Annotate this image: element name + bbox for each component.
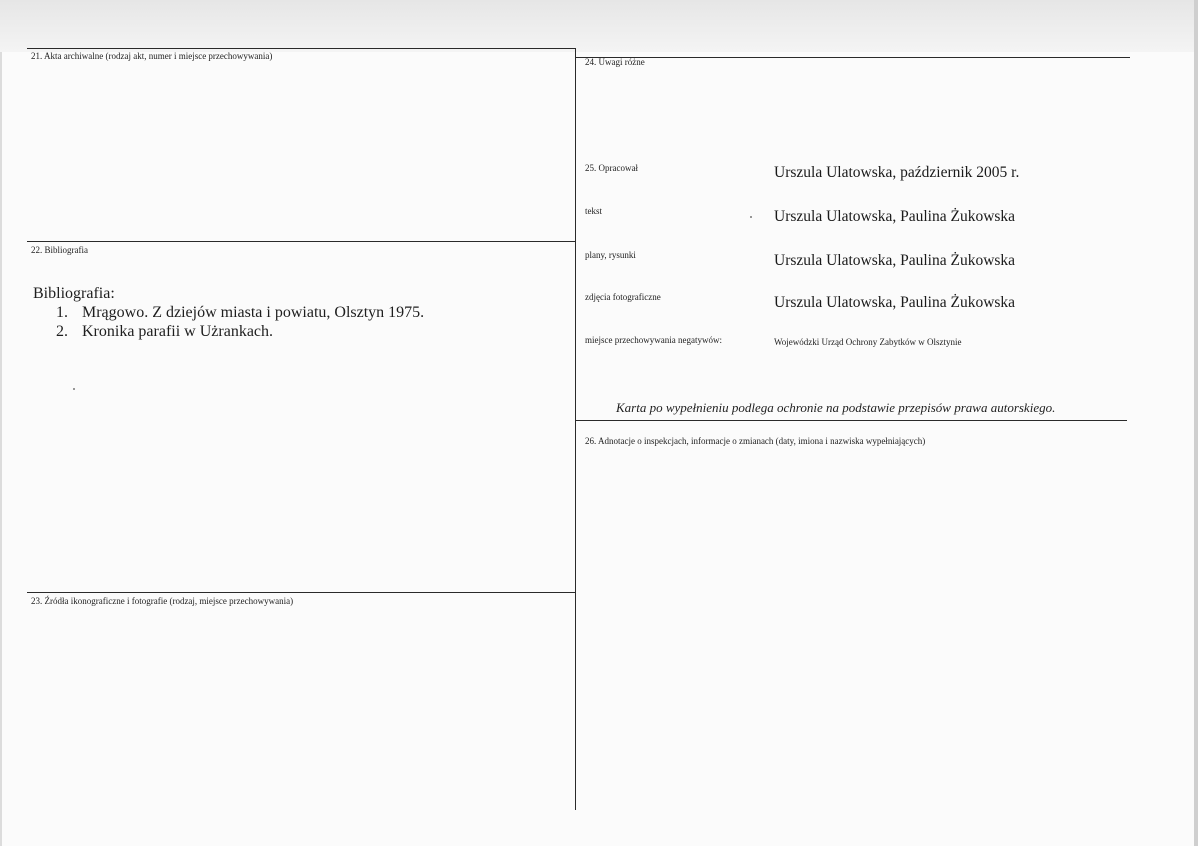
scan-right-edge — [1194, 0, 1198, 846]
list-item — [56, 323, 424, 342]
zdjecia-value: Urszula Ulatowska, Paulina Żukowska — [774, 294, 1016, 311]
list-number: 2. — [56, 323, 68, 340]
copyright-notice: Karta po wypełnieniu podlega ochronie na podstawie przepisów prawa autorskiego. — [616, 400, 1056, 415]
tekst-label: tekst — [585, 206, 602, 216]
column-divider — [575, 48, 576, 810]
list-text: Mrągowo. Z dziejów miasta i powiatu, Olsztyn 1975. — [82, 304, 425, 321]
opracowal-value: Urszula Ulatowska, październik 2005 r. — [774, 164, 1020, 181]
negatywy-value: Wojewódzki Urząd Ochrony Zabytków w Olsztynie — [774, 337, 962, 347]
rule-top-left — [27, 48, 576, 49]
list-number: 1. — [56, 304, 68, 321]
bibliography-heading: Bibliografia: — [33, 285, 115, 302]
plany-value: Urszula Ulatowska, Paulina Żukowska — [774, 252, 1016, 269]
section-22-label: 22. Bibliografia — [31, 245, 88, 255]
rule-top-right — [576, 57, 1130, 58]
tekst-value: Urszula Ulatowska, Paulina Żukowska — [774, 208, 1016, 225]
rule-23 — [27, 592, 576, 593]
section-26-label: 26. Adnotacje o inspekcjach, informacje o zmianach (daty, imiona i nazwiska wypełniających) — [585, 436, 926, 446]
list-item — [56, 304, 424, 323]
section-25-label: 25. Opracował — [585, 163, 638, 173]
section-24-label: 24. Uwagi różne — [585, 57, 645, 67]
list-text: Kronika parafii w Użrankach. — [82, 323, 274, 340]
scan-speck — [73, 388, 75, 390]
bibliography-list — [56, 304, 424, 342]
section-21-label: 21. Akta archiwalne (rodzaj akt, numer i miejsce przechowywania) — [31, 51, 273, 61]
plany-label: plany, rysunki — [585, 250, 636, 260]
rule-26 — [576, 420, 1127, 421]
scan-speck — [750, 216, 752, 218]
scan-top-edge — [0, 0, 1198, 52]
negatywy-label: miejsce przechowywania negatywów: — [585, 335, 722, 345]
form-page — [2, 0, 1194, 846]
rule-22 — [27, 241, 576, 242]
section-23-label: 23. Źródła ikonograficzne i fotografie (rodzaj, miejsce przechowywania) — [31, 596, 294, 606]
zdjecia-label: zdjęcia fotograficzne — [585, 292, 661, 302]
